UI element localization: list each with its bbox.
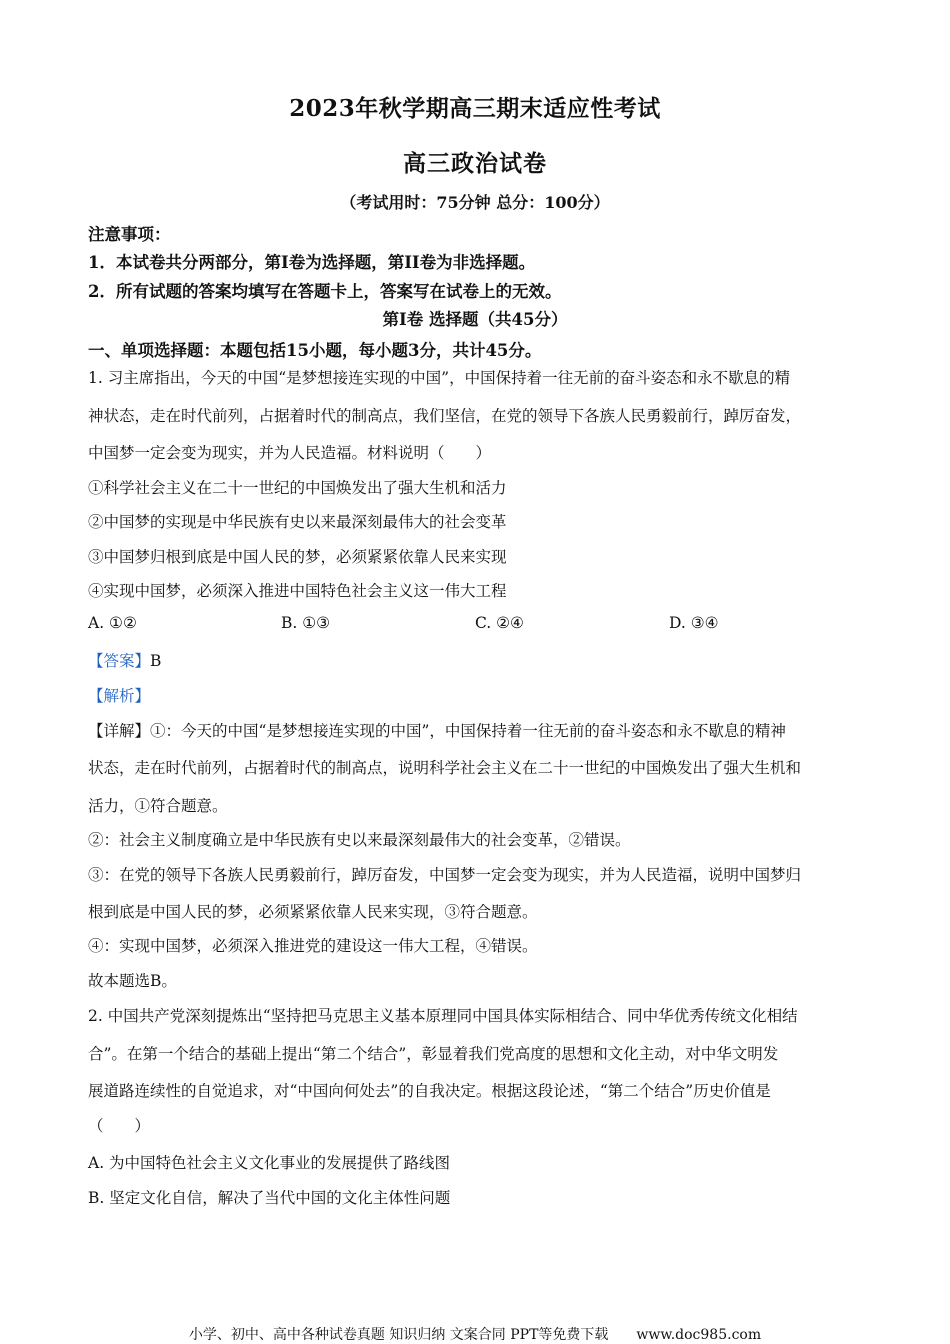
note-item: 1．本试卷共分两部分，第I卷为选择题，第II卷为非选择题。 (88, 253, 536, 272)
q1-statement: ④实现中国梦，必须深入推进中国特色社会主义这一伟大工程 (88, 582, 507, 600)
part-title: 一、单项选择题：本题包括15小题，每小题3分，共计45分。 (88, 341, 542, 360)
q1-detail-line (88, 719, 786, 741)
q1-statement: ②中国梦的实现是中华民族有史以来最深刻最伟大的社会变革 (88, 513, 507, 531)
q2-stem-line: 合”。在第一个结合的基础上提出“第二个结合”，彰显着我们党高度的思想和文化主动，对中华文明发 (88, 1045, 779, 1063)
q1-detail-line: ②：社会主义制度确立是中华民族有史以来最深刻最伟大的社会变革，②错误。 (88, 831, 631, 849)
q2-stem-line: （ ） (88, 1117, 151, 1135)
q1-detail-line: 状态，走在时代前列，占据着时代的制高点，说明科学社会主义在二十一世纪的中国焕发出了强大生机和 (88, 759, 802, 777)
q2-stem-line: 2. 中国共产党深刻提炼出“坚持把马克思主义基本原理同中国具体实际相结合、同中华优秀传统文化相结 (88, 1007, 798, 1025)
section-title: 第I卷 选择题（共45分） (382, 310, 568, 329)
q1-detail-line: 根到底是中国人民的梦，必须紧紧依靠人民来实现，③符合题意。 (88, 903, 538, 921)
q1-option-d: D. ③④ (669, 614, 719, 632)
exam-info: （考试用时：75分钟 总分：100分） (340, 193, 610, 212)
q1-option-b: B. ①③ (281, 614, 331, 632)
analysis-tag: 【解析】 (88, 687, 151, 705)
q1-detail-line: ③：在党的领导下各族人民勇毅前行，踔厉奋发，中国梦一定会变为现实，并为人民造福，说明中国梦归 (88, 866, 802, 884)
footer-text: 小学、初中、高中各种试卷真题 知识归纳 文案合同 PPT等免费下载 (188, 1327, 609, 1343)
q1-statement: ①科学社会主义在二十一世纪的中国焕发出了强大生机和活力 (88, 479, 507, 497)
q1-option-c: C. ②④ (475, 614, 524, 632)
detail-text: ①：今天的中国“是梦想接连实现的中国”，中国保持着一往无前的奋斗姿态和永不歇息的精神 (150, 722, 786, 740)
q1-detail-line: 故本题选B。 (88, 972, 177, 990)
footer-link[interactable]: www.doc985.com (636, 1327, 762, 1343)
answer-tag: 【答案】 (88, 652, 151, 670)
q1-stem-line: 神状态，走在时代前列，占据着时代的制高点，我们坚信，在党的领导下各族人民勇毅前行，踔厉奋发， (88, 407, 802, 425)
exam-subtitle: 高三政治试卷 (403, 150, 547, 177)
page-footer (0, 1324, 950, 1344)
q1-stem-line: 中国梦一定会变为现实，并为人民造福。材料说明（ ） (88, 444, 492, 462)
q1-statement: ③中国梦归根到底是中国人民的梦，必须紧紧依靠人民来实现 (88, 548, 507, 566)
q2-stem-line: 展道路连续性的自觉追求，对“中国向何处去”的自我决定。根据这段论述，“第二个结合”历史价值是 (88, 1082, 771, 1100)
q1-detail-line: 活力，①符合题意。 (88, 797, 228, 815)
exam-title: 2023年秋学期高三期末适应性考试 (289, 95, 661, 122)
answer-value: B (150, 652, 162, 670)
q2-option-b: B. 坚定文化自信，解决了当代中国的文化主体性问题 (88, 1189, 451, 1207)
q1-stem-line: 1. 习主席指出，今天的中国“是梦想接连实现的中国”，中国保持着一往无前的奋斗姿态和永不歇息的精 (88, 369, 791, 387)
notes-heading: 注意事项： (88, 225, 171, 244)
q2-option-a: A. 为中国特色社会主义文化事业的发展提供了路线图 (88, 1154, 451, 1172)
q1-detail-line: ④：实现中国梦，必须深入推进党的建设这一伟大工程，④错误。 (88, 937, 538, 955)
q1-answer (88, 649, 161, 671)
detail-tag: 【详解】 (88, 722, 151, 740)
q1-option-a: A. ①② (88, 614, 137, 632)
note-item: 2．所有试题的答案均填写在答题卡上，答案写在试卷上的无效。 (88, 282, 562, 301)
